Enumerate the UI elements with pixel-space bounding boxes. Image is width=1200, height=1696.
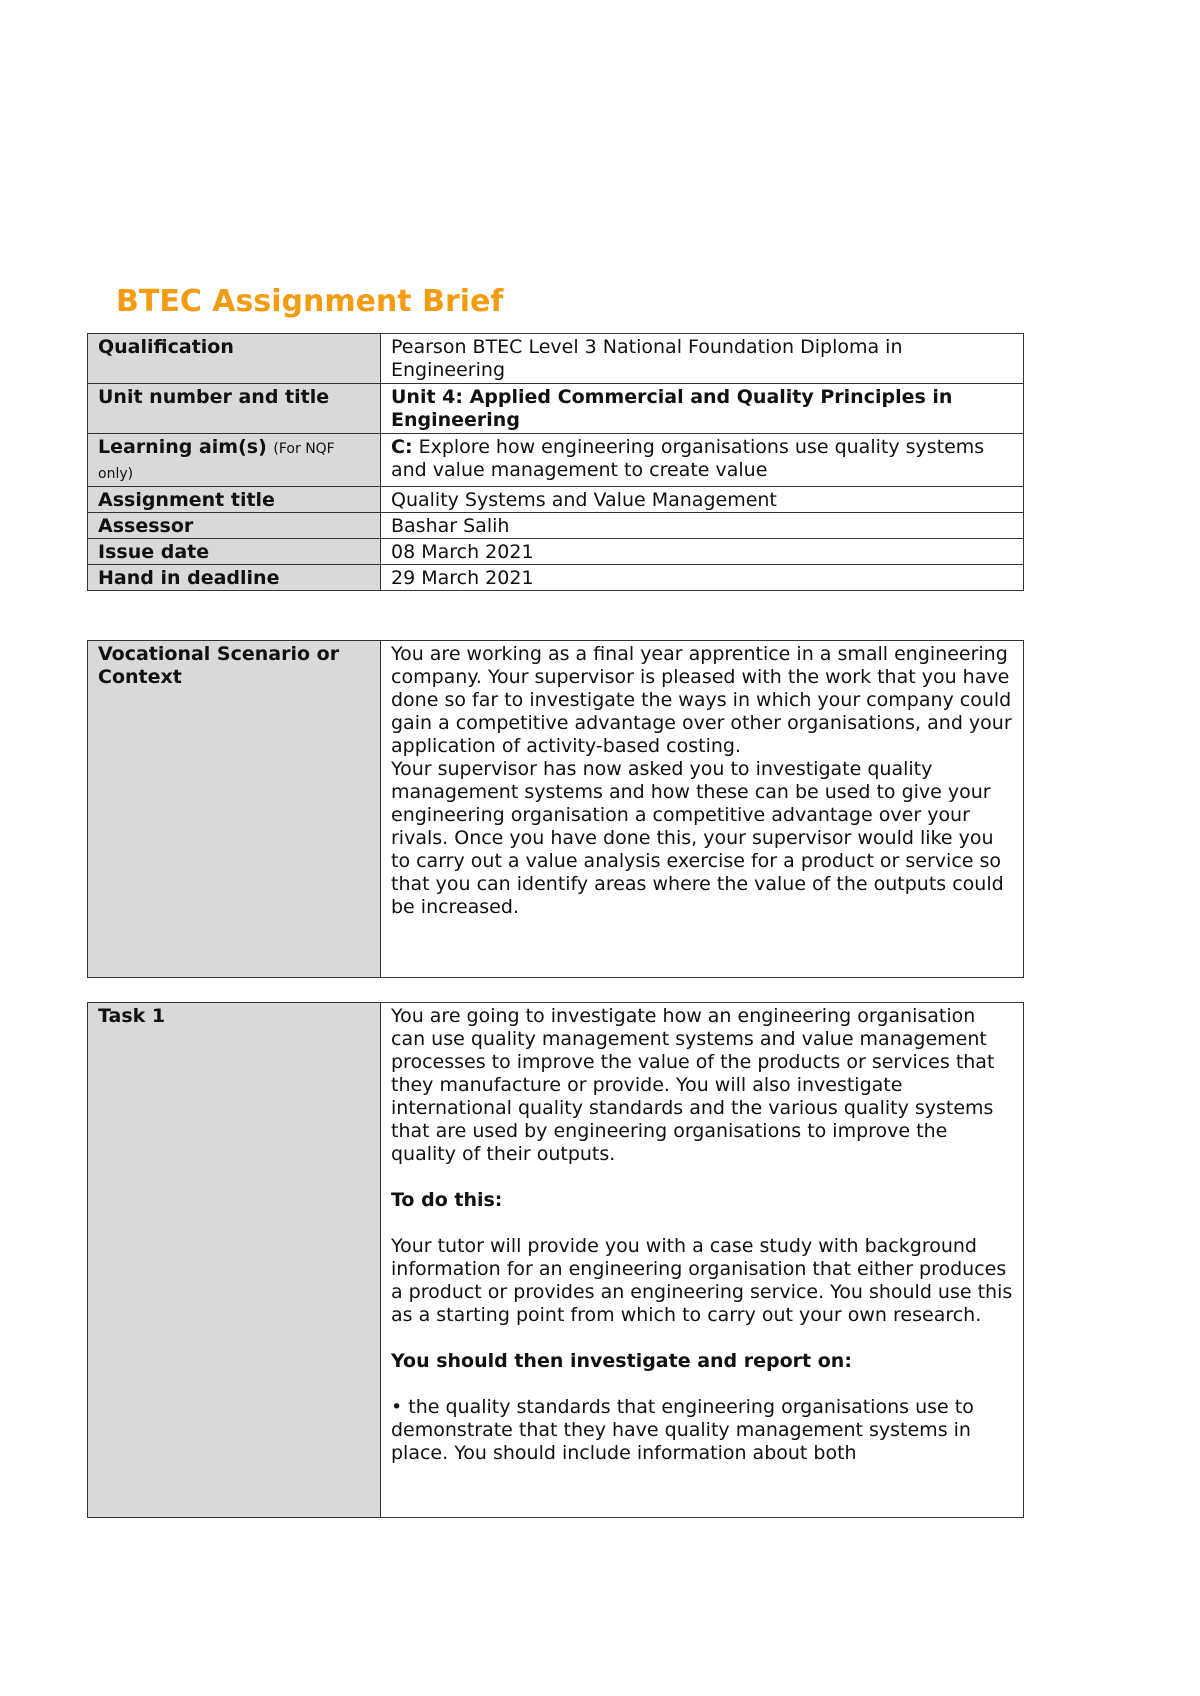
table-row — [88, 434, 1024, 487]
scenario-paragraph: You are working as a final year apprentice in a small engineering company. Your supervisor is pleased with the work that you have done so far to investigate the ways in which your company could gain a competitive advantage over other organisations, and your application of activity-based costing. — [391, 643, 1012, 757]
learning-aim-label-cell — [88, 434, 381, 487]
table-row — [88, 565, 1024, 591]
issue-date-label: Issue date — [88, 539, 381, 565]
issue-date-value: 08 March 2021 — [381, 539, 1024, 565]
table-row — [88, 641, 1024, 978]
scenario-table — [87, 640, 1024, 978]
table-row — [88, 487, 1024, 513]
task1-label: Task 1 — [88, 1003, 381, 1518]
learning-aim-note: (For NQF only) — [98, 441, 335, 482]
qualification-value: Pearson BTEC Level 3 National Foundation Diploma in Engineering — [381, 334, 1024, 384]
assignment-title-label: Assignment title — [88, 487, 381, 513]
qualification-label: Qualification — [88, 334, 381, 384]
task1-intro: You are going to investigate how an engineering organisation can use quality management systems and value management processes to improve the value of the products or services that they manufacture or provide. You will also investigate international quality standards and the various quality systems that are used by engineering organisations to improve the quality of their outputs. — [391, 1005, 995, 1165]
deadline-label: Hand in deadline — [88, 565, 381, 591]
document-title: BTEC Assignment Brief — [116, 284, 504, 319]
task1-bullet: • the quality standards that engineering organisations use to demonstrate that they have quality management systems in place. You should include information about both — [391, 1396, 974, 1464]
assessor-label: Assessor — [88, 513, 381, 539]
scenario-paragraph: Your supervisor has now asked you to investigate quality management systems and how these can be used to give your engineering organisation a competitive advantage over your rivals. Once you have done this, your supervisor would like you to carry out a value analysis exercise for a product or service so that you can identify areas where the value of the outputs could be increased. — [391, 758, 1004, 918]
task1-table — [87, 1002, 1024, 1518]
unit-value: Unit 4: Applied Commercial and Quality Principles in Engineering — [381, 384, 1024, 434]
scenario-text-cell — [381, 641, 1024, 978]
assignment-title-value: Quality Systems and Value Management — [381, 487, 1024, 513]
unit-label: Unit number and title — [88, 384, 381, 434]
assessor-value: Bashar Salih — [381, 513, 1024, 539]
table-row — [88, 539, 1024, 565]
learning-aim-prefix: C: — [391, 436, 413, 458]
learning-aim-label: Learning aim(s) — [98, 436, 267, 458]
task1-investigate-heading: You should then investigate and report on: — [391, 1350, 852, 1372]
table-row — [88, 1003, 1024, 1518]
task1-todo-heading: To do this: — [391, 1189, 503, 1211]
deadline-value: 29 March 2021 — [381, 565, 1024, 591]
table-row — [88, 513, 1024, 539]
task1-todo-text: Your tutor will provide you with a case study with background information for an engineering organisation that either produces a product or provides an engineering service. You should use this as a starting point from which to carry out your own research. — [391, 1235, 1013, 1326]
table-row — [88, 384, 1024, 434]
learning-aim-value-cell — [381, 434, 1024, 487]
scenario-label: Vocational Scenario or Context — [88, 641, 381, 978]
learning-aim-value: Explore how engineering organisations use quality systems and value management to create value — [391, 436, 985, 481]
assignment-details-table — [87, 333, 1024, 591]
table-row — [88, 334, 1024, 384]
task1-text-cell — [381, 1003, 1024, 1518]
